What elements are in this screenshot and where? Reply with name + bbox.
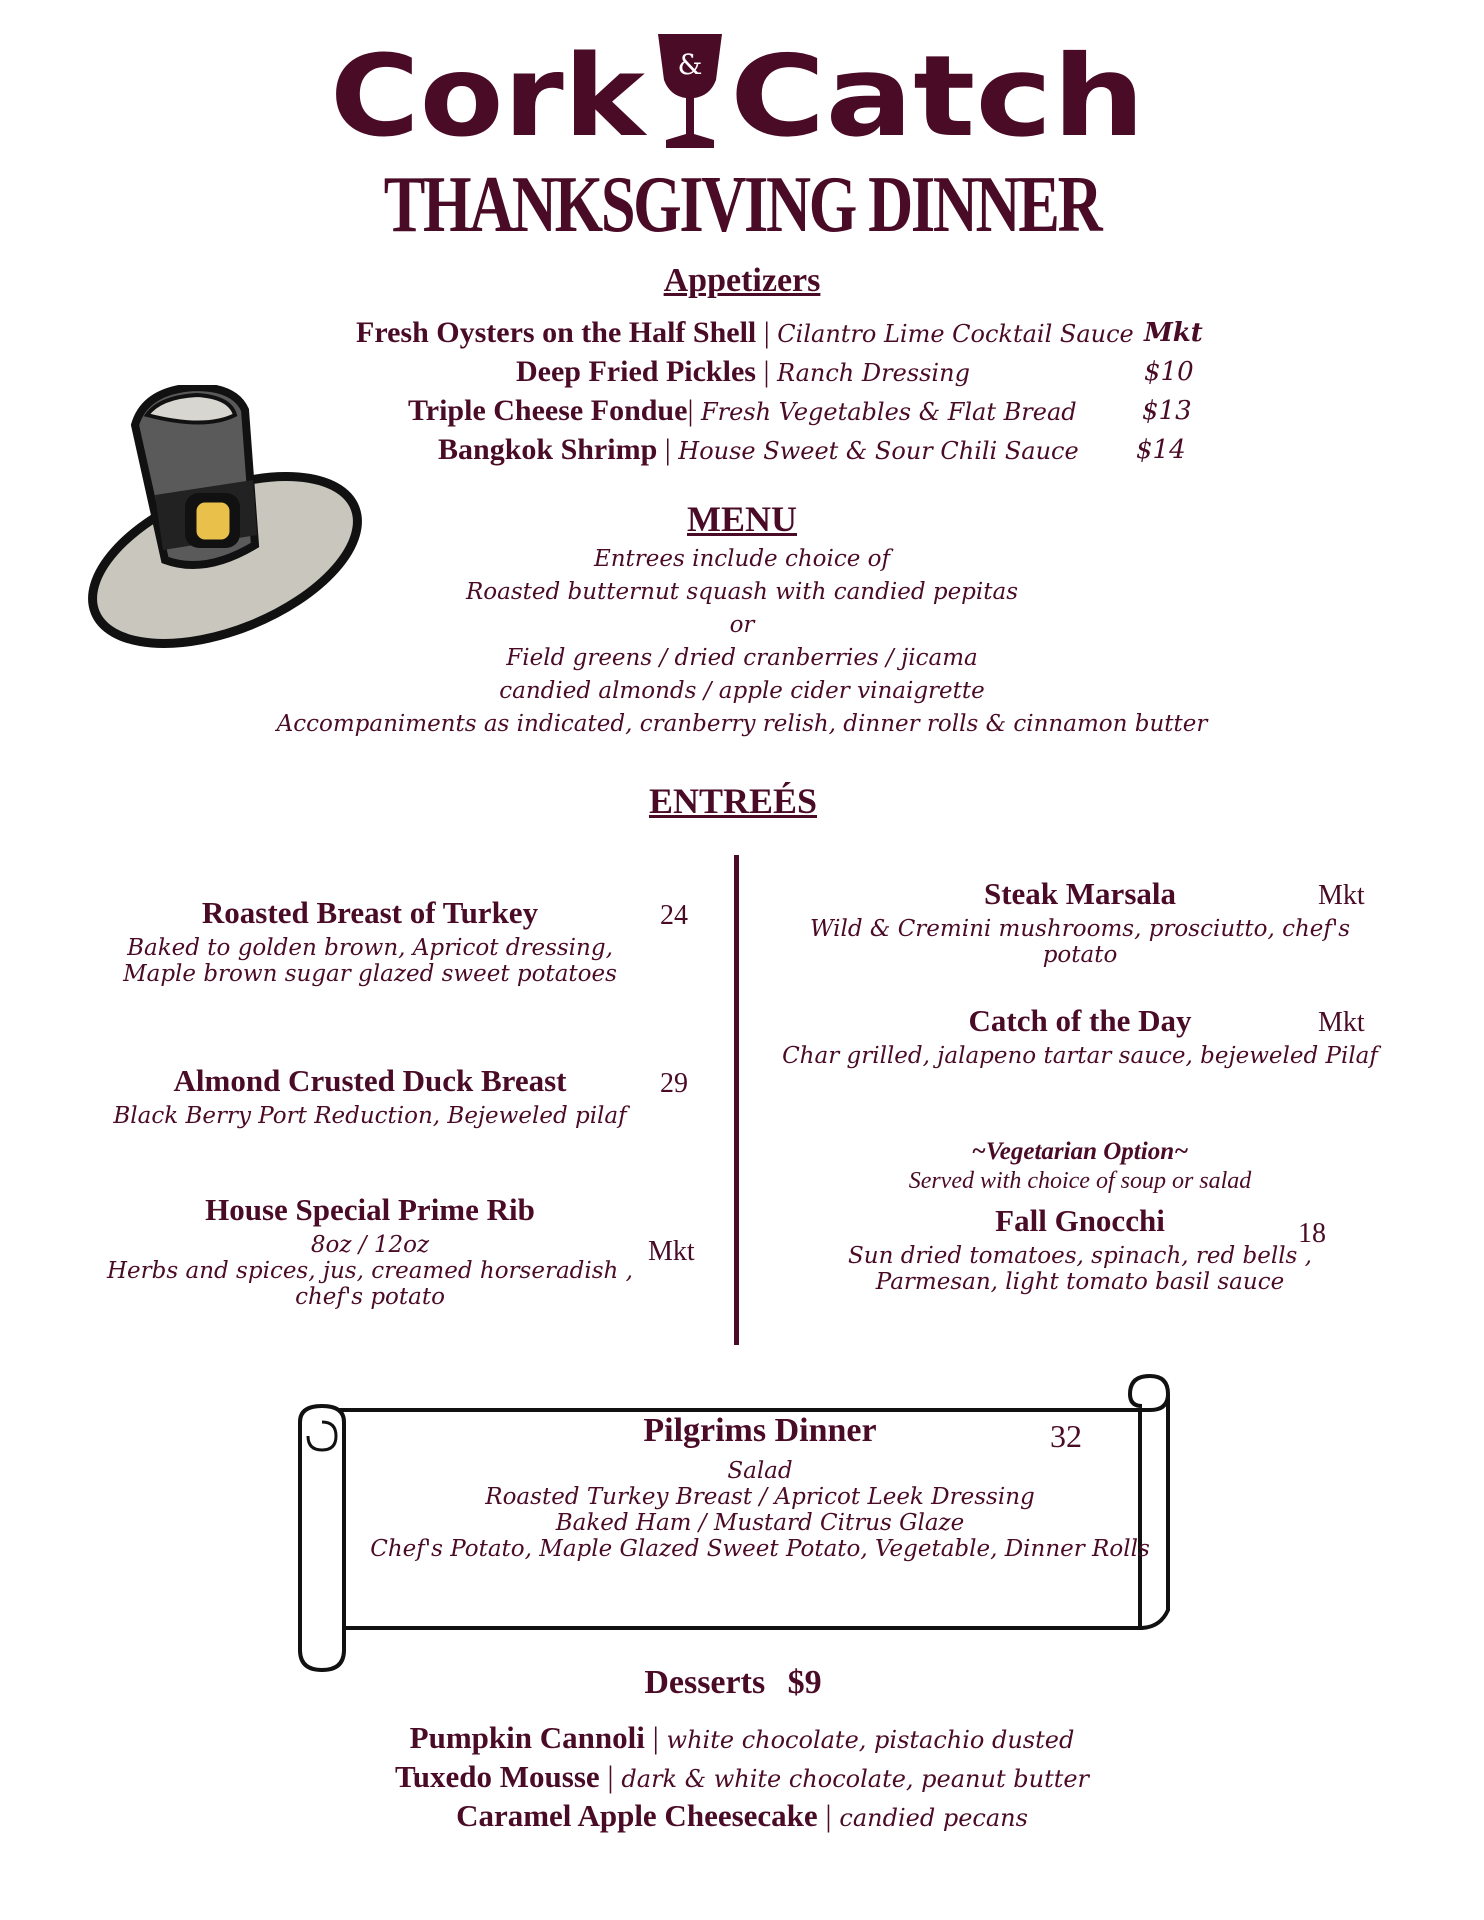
entree-name: Roasted Breast of Turkey [201, 895, 539, 930]
entree-price: 24 [660, 900, 688, 931]
entree-desc: Sun dried tomatoes, spinach, red bells , [848, 1243, 1312, 1269]
list-item [0, 1720, 1484, 1756]
entree-price: Mkt [648, 1236, 695, 1267]
pilgrims-price: 32 [1050, 1418, 1082, 1454]
appetizer-desc: Cilantro Lime Cocktail Sauce [777, 320, 1134, 348]
appetizer-name: Triple Cheese Fondue [408, 394, 688, 427]
appetizer-name: Deep Fried Pickles [516, 355, 756, 388]
pilgrims-line: Baked Ham / Mustard Citrus Glaze [555, 1510, 965, 1536]
desserts-price: $9 [787, 1664, 822, 1701]
appetizer-separator: | [664, 433, 671, 466]
logo [330, 30, 1150, 160]
column-divider [734, 855, 739, 1345]
menu-heading: MENU [687, 499, 797, 539]
entree-item [90, 1192, 650, 1310]
dessert-desc: candied pecans [839, 1804, 1028, 1832]
desserts-title: Desserts [644, 1664, 766, 1701]
appetizer-desc: Ranch Dressing [776, 359, 970, 387]
menu-line: or [729, 612, 755, 638]
menu-line: Entrees include choice of [593, 546, 891, 572]
entree-desc: Black Berry Port Reduction, Bejeweled pilaf [113, 1103, 627, 1129]
dessert-separator: | [607, 1759, 614, 1794]
dessert-separator: | [652, 1720, 659, 1755]
dessert-name: Pumpkin Cannoli [409, 1720, 645, 1755]
appetizer-price: Mkt [1144, 318, 1203, 348]
appetizer-desc: House Sweet & Sour Chili Sauce [678, 437, 1079, 465]
appetizer-separator: | [763, 316, 770, 349]
appetizer-desc: Fresh Vegetables & Flat Bread [700, 398, 1077, 426]
entree-price: Mkt [1318, 1007, 1365, 1038]
entree-name: House Special Prime Rib [205, 1192, 535, 1227]
list-item [0, 1759, 1484, 1795]
appetizer-separator: | [763, 355, 770, 388]
entree-desc: Baked to golden brown, Apricot dressing, [127, 935, 613, 961]
desserts-heading [0, 1664, 1466, 1702]
entree-item [90, 1063, 650, 1129]
dessert-separator: | [825, 1798, 832, 1833]
appetizer-separator: | [687, 394, 694, 427]
entrees-heading: ENTREÉS [648, 781, 818, 821]
entree-name: Catch of the Day [968, 1003, 1192, 1038]
appetizer-price: $10 [1144, 357, 1194, 387]
entree-desc: Parmesan, light tomato basil sauce [875, 1269, 1285, 1295]
appetizer-price: $13 [1142, 396, 1192, 426]
logo-art [330, 30, 1150, 160]
vegetarian-section [775, 1138, 1385, 1295]
dessert-desc: dark & white chocolate, peanut butter [621, 1765, 1090, 1793]
entree-name: Steak Marsala [983, 876, 1176, 911]
appetizer-name: Bangkok Shrimp [438, 433, 658, 466]
list-item [516, 355, 1396, 393]
list-item [0, 1798, 1484, 1834]
pilgrims-line: Chef's Potato, Maple Glazed Sweet Potato, Vegetable, Dinner Rolls [370, 1536, 1150, 1562]
entree-price: 29 [660, 1068, 688, 1099]
logo-word-catch: Catch [730, 32, 1145, 160]
entree-desc: Herbs and spices, jus, creamed horseradish , [107, 1258, 633, 1284]
page-title: THANKSGIVING DINNER [383, 161, 1101, 249]
pilgrims-line: Roasted Turkey Breast / Apricot Leek Dressing [485, 1484, 1035, 1510]
entree-name: Fall Gnocchi [995, 1203, 1165, 1238]
logo-word-cork: Cork [330, 32, 648, 160]
list-item [408, 394, 1288, 432]
pilgrims-line: Salad [727, 1458, 793, 1484]
dessert-name: Caramel Apple Cheesecake [456, 1798, 818, 1833]
entree-desc: chef's potato [295, 1284, 445, 1310]
logo-ampersand: & [677, 48, 703, 81]
entree-item [90, 895, 650, 987]
entree-price: 18 [1298, 1218, 1326, 1249]
menu-line: Field greens / dried cranberries / jicama [506, 645, 978, 671]
entree-desc: Wild & Cremini mushrooms, prosciutto, chef's potato [809, 916, 1351, 968]
menu-line: candied almonds / apple cider vinaigrette [499, 678, 985, 704]
entree-desc: Char grilled, jalapeno tartar sauce, bejeweled Pilaf [782, 1043, 1378, 1069]
entree-item [775, 876, 1385, 968]
entree-price: Mkt [1318, 880, 1365, 911]
vegetarian-heading: ~Vegetarian Option~ [971, 1138, 1189, 1165]
entree-name: Almond Crusted Duck Breast [173, 1063, 567, 1098]
dessert-desc: white chocolate, pistachio dusted [666, 1726, 1075, 1754]
appetizer-name: Fresh Oysters on the Half Shell [356, 316, 757, 349]
entree-desc: Maple brown sugar glazed sweet potatoes [123, 961, 617, 987]
appetizers-heading: Appetizers [663, 262, 821, 299]
list-item [356, 316, 1236, 354]
appetizer-price: $14 [1136, 435, 1186, 465]
pilgrims-name: Pilgrims Dinner [643, 1412, 877, 1449]
entree-item [775, 1003, 1385, 1069]
entree-desc: 8oz / 12oz [310, 1232, 430, 1258]
list-item [438, 433, 1318, 471]
dessert-name: Tuxedo Mousse [394, 1759, 600, 1794]
menu-line: Roasted butternut squash with candied pepitas [465, 579, 1019, 605]
menu-line: Accompaniments as indicated, cranberry relish, dinner rolls & cinnamon butter [276, 711, 1208, 737]
vegetarian-note: Served with choice of soup or salad [908, 1168, 1252, 1194]
